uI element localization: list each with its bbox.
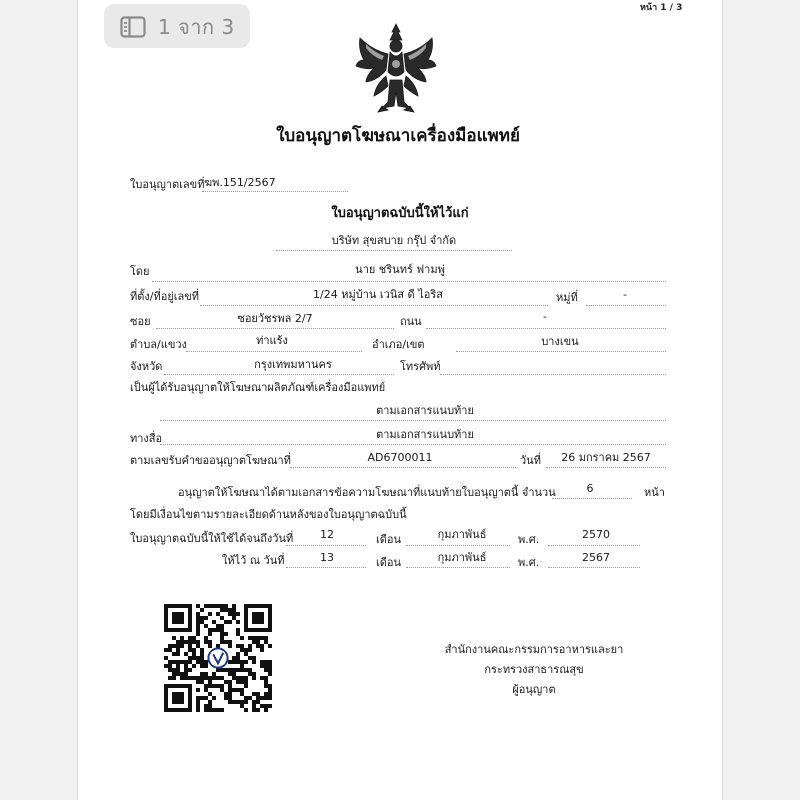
phone-line [440,374,666,375]
request-date-value: 26 มกราคม 2567 [561,451,651,464]
permitted-value: ตามเอกสารแนบท้าย [376,404,474,417]
moo-label: หมู่ที่ [556,291,578,304]
pages-value: 6 [586,482,594,495]
district-value: บางเขน [541,335,579,348]
agency-name: สำนักงานคณะกรรมการอาหารและยา [444,643,624,656]
request-date-line [546,467,666,468]
given-month-line [406,567,510,568]
address-line [200,305,548,306]
by-line [152,281,666,282]
request-value: AD6700011 [367,451,433,464]
valid-month-line [406,545,510,546]
address-label: ที่ตั้ง/ที่อยู่เลขที่ [130,290,200,303]
company-name: บริษัท สุขสบาย กรุ๊ป จำกัด [331,234,457,247]
given-year: 2567 [582,551,610,564]
permitted-text: เป็นผู้ได้รับอนุญาตให้โฆษณาผลิตภัณฑ์เครื่องมือแพทย์ [130,381,386,394]
page-indicator-label: 1 จาก 3 [158,15,235,39]
sidebar-toggle-icon[interactable] [120,16,146,38]
moo-value: - [623,288,627,301]
address-value: 1/24 หมู่บ้าน เวนิส ดี ไอริส [313,288,443,301]
request-date-label: วันที่ [520,454,541,467]
given-year-label: พ.ศ. [518,556,540,569]
permitted-line [160,420,666,421]
valid-month: กุมภาพันธ์ [437,528,487,541]
valid-day: 12 [320,528,334,541]
garuda-emblem-icon [352,20,440,116]
subdistrict-line [186,351,362,352]
media-line [160,444,666,445]
given-day: 13 [320,551,334,564]
request-line [290,467,516,468]
road-label: ถนน [400,315,422,328]
qr-code-icon[interactable] [164,604,272,712]
valid-year-line [548,545,640,546]
license-no-line [202,191,348,192]
soi-line [156,328,394,329]
subdistrict-value: ท่าแร้ง [256,334,288,347]
page-indicator[interactable] [104,4,250,48]
district-line [456,351,666,352]
pages-unit: หน้า [644,486,665,499]
given-month: กุมภาพันธ์ [437,551,487,564]
valid-until-label: ใบอนุญาตฉบับนี้ให้ใช้ได้จนถึงวันที่ [130,532,294,545]
document-title: ใบอนุญาตโฆษณาเครื่องมือแพทย์ [276,126,520,146]
phone-label: โทรศัพท์ [400,360,441,373]
valid-year: 2570 [582,528,610,541]
request-label: ตามเลขรับคำขออนุญาตโฆษณาที่ [130,454,291,467]
ministry-name: กระทรวงสาธารณสุข [484,663,584,676]
road-value: - [543,310,547,323]
valid-year-label: พ.ศ. [518,533,540,546]
given-label: ให้ไว้ ณ วันที่ [222,554,285,567]
valid-month-label: เดือน [376,533,402,546]
by-value: นาย ชรินทร์ ฟามพู่ [355,263,445,276]
valid-day-line [286,545,366,546]
moo-line [586,305,666,306]
licensor-label: ผู้อนุญาต [512,683,556,696]
media-label: ทางสื่อ [130,432,163,445]
province-line [164,374,394,375]
company-line [276,250,512,251]
given-year-line [548,567,640,568]
province-value: กรุงเทพมหานคร [254,358,332,371]
given-day-line [286,567,366,568]
subdistrict-label: ตำบล/แขวง [130,338,187,351]
pages-line [552,498,632,499]
province-label: จังหวัด [130,360,163,373]
license-no-label: ใบอนุญาตเลขที่ [130,178,205,191]
soi-value: ซอยวัชรพล 2/7 [237,312,313,325]
district-label: อำเภอ/เขต [372,338,425,351]
road-line [426,328,666,329]
page-number: หน้า 1 / 3 [640,3,683,13]
soi-label: ซอย [130,315,151,328]
license-no-value: ฆพ.151/2567 [204,176,276,189]
media-value: ตามเอกสารแนบท้าย [376,428,474,441]
given-month-label: เดือน [376,556,402,569]
issued-to-heading: ใบอนุญาตฉบับนี้ให้ไว้แก่ [331,206,469,221]
conditions-text: โดยมีเงื่อนไขตามรายละเอียดด้านหลังของใบอนุญาตฉบับนี้ [130,508,407,521]
pages-text: อนุญาตให้โฆษณาได้ตามเอกสารข้อความโฆษณาที่แนบท้ายใบอนุญาตนี้ จำนวน [178,486,556,499]
by-label: โดย [130,265,150,278]
